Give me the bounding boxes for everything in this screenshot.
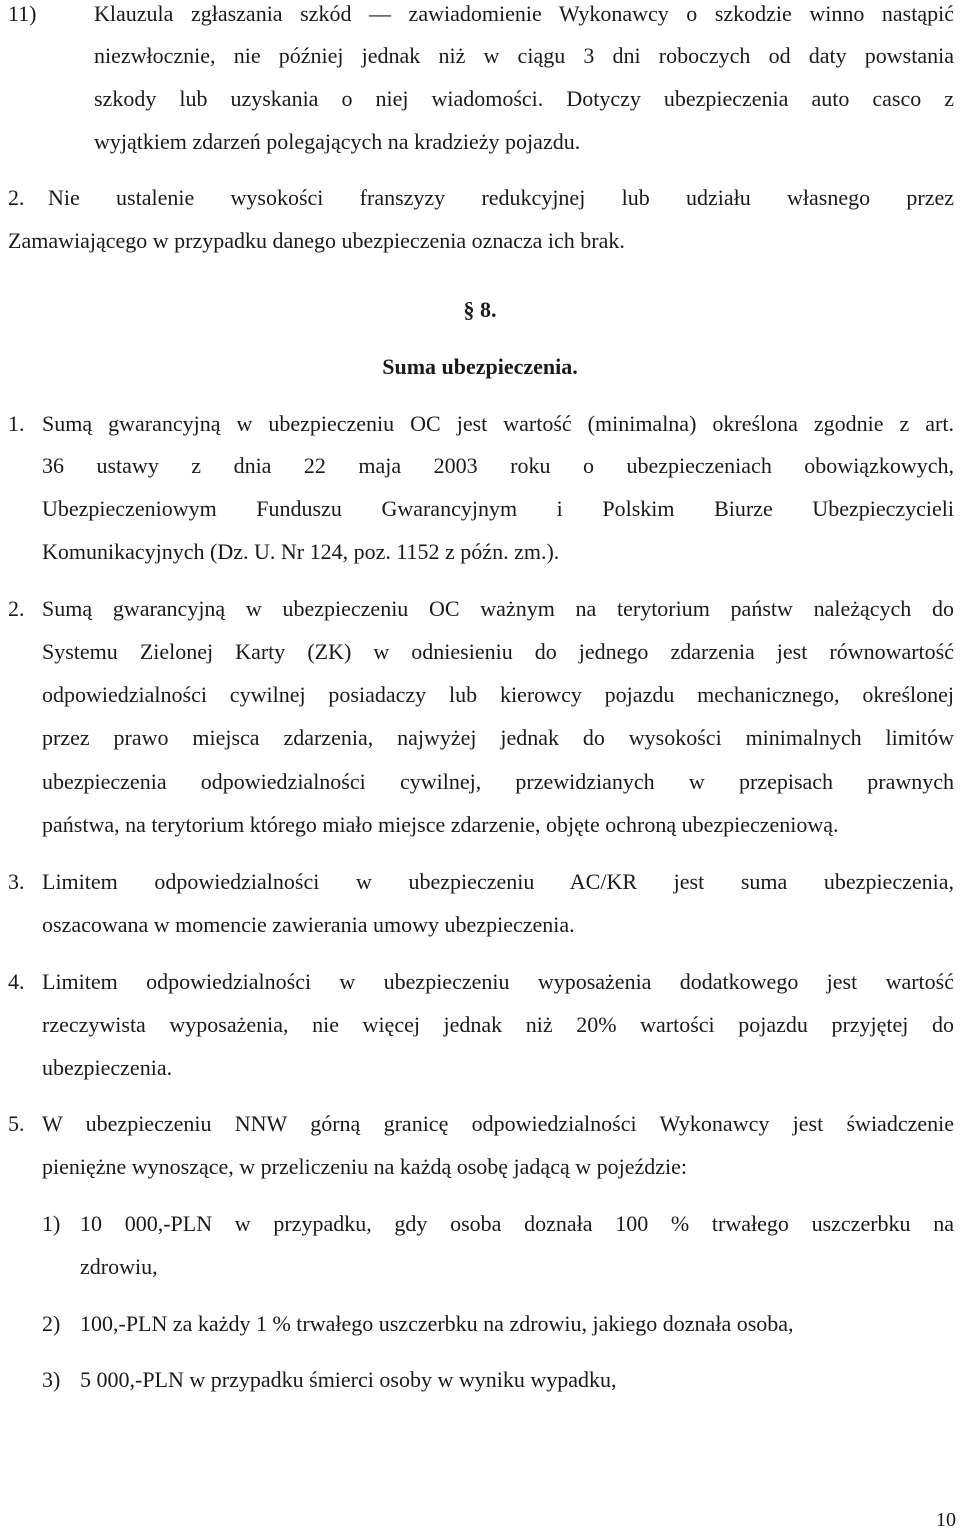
paragraph-number: 2. [8, 596, 25, 621]
text-line: państwa, na terytorium którego miało miejsce zdarzenie, objęte ochroną ubezpieczeniową. [42, 812, 839, 837]
text-line: Limitem odpowiedzialności w ubezpieczeniu wyposażenia dodatkowego jest wartość [42, 969, 954, 994]
text-line: szkody lub uzyskania o niej wiadomości. Dotyczy ubezpieczenia auto casco z [94, 86, 954, 111]
text-line: 5 000,-PLN w przypadku śmierci osoby w wyniku wypadku, [80, 1367, 617, 1392]
text-line: Ubezpieczeniowym Funduszu Gwarancyjnym i Polskim Biurze Ubezpieczycieli [42, 496, 954, 521]
text-line: Systemu Zielonej Karty (ZK) w odniesieniu do jednego zdarzenia jest równowartość [42, 639, 954, 664]
text-line: ubezpieczenia. [42, 1055, 173, 1080]
sub-item-number: 2) [42, 1311, 61, 1336]
text-line: Nie ustalenie wysokości franszyzy redukcyjnej lub udziału własnego przez [48, 185, 954, 210]
text-line: odpowiedzialności cywilnej posiadaczy lub kierowcy pojazdu mechanicznego, określonej [42, 682, 954, 707]
text-line: Sumą gwarancyjną w ubezpieczeniu OC ważnym na terytorium państw należących do [42, 596, 954, 621]
text-line: Komunikacyjnych (Dz. U. Nr 124, poz. 1152 z późn. zm.). [42, 539, 560, 564]
text-line: 10 000,-PLN w przypadku, gdy osoba doznała 100 % trwałego uszczerbku na [80, 1211, 954, 1236]
text-line: rzeczywista wyposażenia, nie więcej jednak niż 20% wartości pojazdu przyjętej do [42, 1012, 954, 1037]
paragraph-number: 1. [8, 411, 25, 436]
text-line: ubezpieczenia odpowiedzialności cywilnej, przewidzianych w przepisach prawnych [42, 769, 954, 794]
text-line: Sumą gwarancyjną w ubezpieczeniu OC jest wartość (minimalna) określona zgodnie z art. [42, 411, 954, 436]
text-line: 100,-PLN za każdy 1 % trwałego uszczerbku na zdrowiu, jakiego doznała osoba, [80, 1311, 794, 1336]
section-mark: § 8. [463, 297, 497, 322]
sub-item-number: 3) [42, 1367, 61, 1392]
sub-item-number: 1) [42, 1211, 61, 1236]
section-title: Suma ubezpieczenia. [382, 354, 578, 379]
paragraph-number: 4. [8, 969, 25, 994]
text-line: W ubezpieczeniu NNW górną granicę odpowiedzialności Wykonawcy jest świadczenie [42, 1111, 954, 1136]
text-line: wyjątkiem zdarzeń polegających na kradzieży pojazdu. [94, 129, 581, 154]
text-line: zdrowiu, [80, 1254, 158, 1279]
item-number: 11) [8, 1, 37, 26]
item-number: 2. [8, 185, 25, 210]
text-line: Limitem odpowiedzialności w ubezpieczeniu AC/KR jest suma ubezpieczenia, [42, 869, 954, 894]
text-line: pieniężne wynoszące, w przeliczeniu na każdą osobę jadącą w pojeździe: [42, 1154, 688, 1179]
text-line: niezwłocznie, nie później jednak niż w ciągu 3 dni roboczych od daty powstania [94, 43, 954, 68]
text-line: 36 ustawy z dnia 22 maja 2003 roku o ubezpieczeniach obowiązkowych, [42, 453, 954, 478]
text-line: Zamawiającego w przypadku danego ubezpieczenia oznacza ich brak. [8, 228, 625, 253]
text-line: przez prawo miejsca zdarzenia, najwyżej jednak do wysokości minimalnych limitów [42, 725, 954, 750]
text-line: oszacowana w momencie zawierania umowy ubezpieczenia. [42, 912, 575, 937]
page-number: 10 [936, 1509, 956, 1531]
paragraph-number: 3. [8, 869, 25, 894]
text-line: Klauzula zgłaszania szkód — zawiadomienie Wykonawcy o szkodzie winno nastąpić [94, 1, 954, 26]
paragraph-number: 5. [8, 1111, 25, 1136]
